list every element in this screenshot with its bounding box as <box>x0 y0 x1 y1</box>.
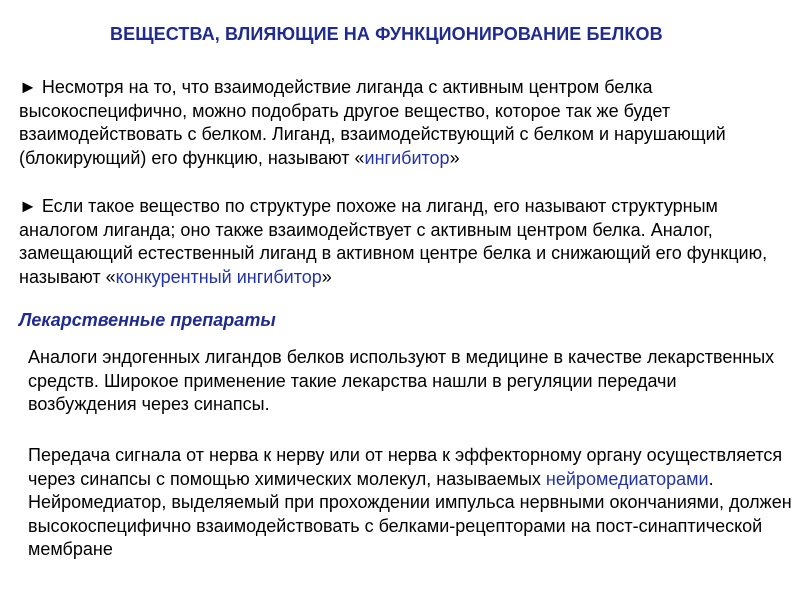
term-neurotransmitters: нейромедиаторами <box>545 468 709 489</box>
paragraph-text: Передача сигнала от нерва к нерву или от нерва к эффекторному органу осуществляется через синапсы с помощью химических молекул, называемых <box>28 445 783 489</box>
paragraph-neurotransmitters <box>28 444 793 562</box>
term-competitive-inhibitor: конкурентный ингибитор <box>115 266 322 287</box>
paragraph-competitive-inhibitor <box>19 195 789 289</box>
term-inhibitor: ингибитор <box>364 147 450 168</box>
paragraph-text-end: . Нейромедиатор, выделяемый при прохождении импульса нервными окончаниями, должен высокоспецифично взаимодействовать с белками-рецепторами на пост-синаптической мембране <box>28 468 792 559</box>
paragraph-text: ► Если такое вещество по структуре похоже на лиганд, его называют структурным аналогом лиганда; оно также взаимодействует с активным центром белка. Аналог, замещающий естественный лиганд в активном центре белка и снижающий его функцию, называют « <box>19 196 768 287</box>
section-heading-drugs: Лекарственные препараты <box>19 310 276 330</box>
paragraph-text: ► Несмотря на то, что взаимодействие лиганда с активным центром белка высокоспецифично, можно подобрать другое вещество, которое так же будет взаимодействовать с белком. Лиганд, взаимодействующий с белком и нарушающий (блокирующий) его функцию, называют « <box>19 77 726 168</box>
page-title: ВЕЩЕСТВА, ВЛИЯЮЩИЕ НА ФУНКЦИОНИРОВАНИЕ БЕЛКОВ <box>110 24 663 44</box>
paragraph-text-end: » <box>321 266 332 287</box>
paragraph-inhibitor <box>19 76 789 170</box>
paragraph-text-end: » <box>449 147 460 168</box>
paragraph-drugs: Аналоги эндогенных лигандов белков используют в медицине в качестве лекарственных средств. Широкое применение такие лекарства нашли в регуляции передачи возбуждения через синапсы. <box>28 347 775 414</box>
